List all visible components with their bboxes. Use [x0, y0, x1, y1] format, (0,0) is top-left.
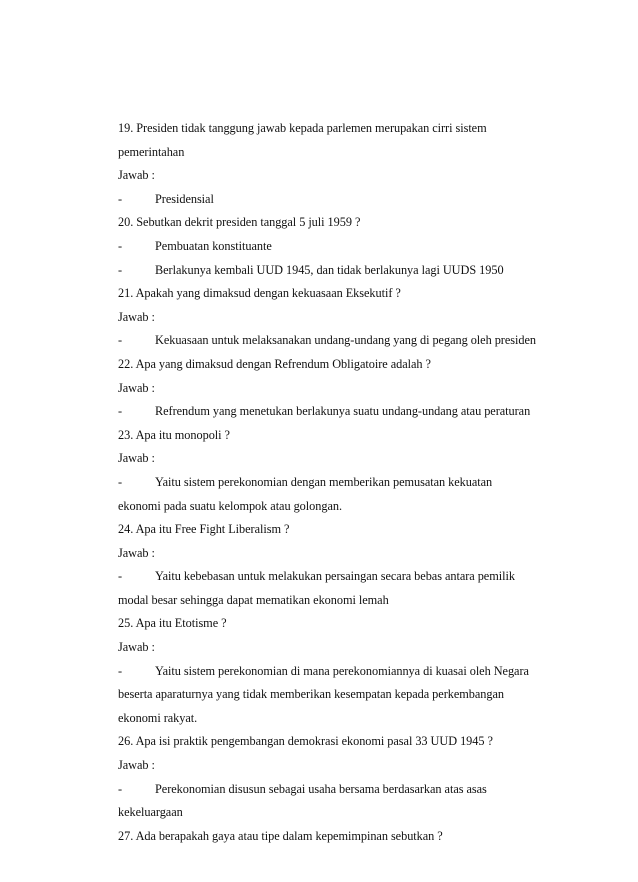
answer-bullet-line: [118, 565, 558, 589]
text-line: 27. Ada berapakah gaya atau tipe dalam kepemimpinan sebutkan ?: [118, 828, 443, 843]
text-line: Jawab :: [118, 168, 155, 183]
bullet-marker: -: [118, 333, 123, 348]
bullet-text: Presidensial: [155, 191, 214, 206]
bullet-marker: -: [118, 781, 123, 796]
text-line: modal besar sehingga dapat mematikan ekonomi lemah: [118, 592, 389, 607]
answer-bullet-line: [118, 400, 558, 424]
answer-bullet-line: [118, 660, 558, 684]
text-line: beserta aparaturnya yang tidak memberikan kesempatan kepada perkembangan: [118, 687, 504, 702]
answer-bullet-line: [118, 329, 558, 353]
document-page: [118, 117, 558, 848]
bullet-text: Yaitu sistem perekonomian dengan memberikan pemusatan kekuatan: [155, 474, 493, 489]
text-line: Jawab :: [118, 640, 155, 655]
bullet-marker: -: [118, 238, 123, 253]
bullet-marker: -: [118, 474, 123, 489]
text-line: 26. Apa isi praktik pengembangan demokrasi ekonomi pasal 33 UUD 1945 ?: [118, 734, 493, 749]
bullet-text: Kekuasaan untuk melaksanakan undang-undang yang di pegang oleh presiden: [155, 333, 536, 348]
bullet-marker: -: [118, 569, 123, 584]
text-line: ekonomi pada suatu kelompok atau golongan.: [118, 498, 342, 513]
answer-bullet-line: [118, 259, 558, 283]
answer-bullet-line: [118, 778, 558, 802]
text-line: 23. Apa itu monopoli ?: [118, 427, 230, 442]
text-line: 25. Apa itu Etotisme ?: [118, 616, 227, 631]
answer-bullet-line: [118, 471, 558, 495]
bullet-marker: -: [118, 663, 123, 678]
bullet-text: Yaitu kebebasan untuk melakukan persaingan secara bebas antara pemilik: [155, 569, 515, 584]
text-line: 22. Apa yang dimaksud dengan Refrendum Obligatoire adalah ?: [118, 356, 431, 371]
bullet-text: Pembuatan konstituante: [155, 238, 272, 253]
bullet-marker: -: [118, 191, 123, 206]
text-line: ekonomi rakyat.: [118, 710, 198, 725]
text-line: 21. Apakah yang dimaksud dengan kekuasaan Eksekutif ?: [118, 286, 401, 301]
text-line: 24. Apa itu Free Fight Liberalism ?: [118, 522, 290, 537]
text-line: 20. Sebutkan dekrit presiden tanggal 5 juli 1959 ?: [118, 215, 361, 230]
bullet-text: Berlakunya kembali UUD 1945, dan tidak berlakunya lagi UUDS 1950: [155, 262, 504, 277]
text-line: pemerintahan: [118, 144, 185, 159]
bullet-text: Refrendum yang menetukan berlakunya suatu undang-undang atau peraturan: [155, 404, 531, 419]
bullet-text: Yaitu sistem perekonomian di mana perekonomiannya di kuasai oleh Negara: [155, 663, 529, 678]
answer-bullet-line: [118, 188, 558, 212]
bullet-marker: -: [118, 262, 123, 277]
bullet-text: Perekonomian disusun sebagai usaha bersama berdasarkan atas asas: [155, 781, 487, 796]
text-line: 19. Presiden tidak tanggung jawab kepada parlemen merupakan cirri sistem: [118, 121, 487, 135]
bullet-marker: -: [118, 404, 123, 419]
text-line: Jawab :: [118, 758, 155, 773]
text-line: Jawab :: [118, 451, 155, 466]
text-line: Jawab :: [118, 380, 155, 395]
text-line: Jawab :: [118, 545, 155, 560]
text-line: kekeluargaan: [118, 805, 183, 820]
answer-bullet-line: [118, 235, 558, 259]
text-line: Jawab :: [118, 309, 155, 324]
